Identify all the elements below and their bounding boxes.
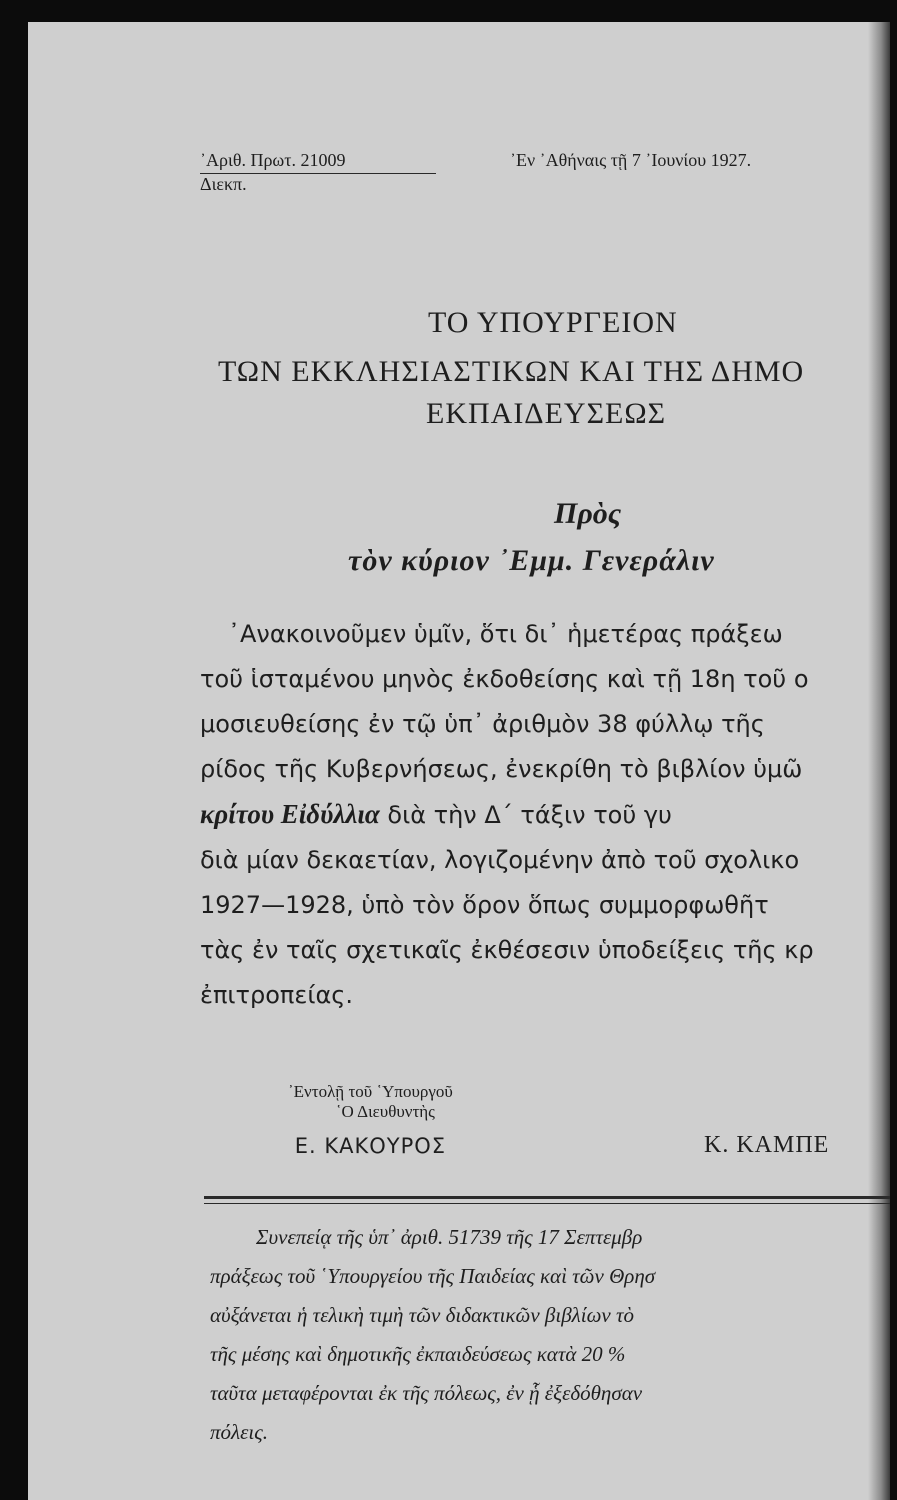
reference-block [200,150,436,195]
note-line: αὐξάνεται ἡ τελικὴ τιμὴ τῶν διδακτικῶν βιβλίων τὸ [210,1303,635,1327]
note-line: πράξεως τοῦ ῾Υπουργείου τῆς Παιδείας καὶ τῶν Θρησ [210,1264,656,1288]
body-line: ᾿Ανακοινοῦμεν ὑμῖν, ὅτι δι᾿ ἡμετέρας πράξεω [228,620,783,648]
note-line: ταῦτα μεταφέρονται ἐκ τῆς πόλεως, ἐν ᾗ ἐξεδόθησαν [210,1381,643,1405]
divider-thin [204,1203,890,1204]
body-line-rest: διὰ τὴν Δ΄ τάξιν τοῦ γυ [379,801,672,829]
salutation-to: Πρὸς [554,497,622,530]
right-signature-name: Κ. ΚΑΜΠΕ [704,1132,830,1158]
body-line: 1927—1928, ὑπὸ τὸν ὅρον ὅπως συμμορφωθῆτ [200,891,769,919]
body-line: τοῦ ἱσταμένου μηνὸς ἐκδοθείσης καὶ τῇ 18η τοῦ ο [200,665,809,693]
footnote [210,1218,890,1452]
signature-order: ᾿Εντολῇ τοῦ ῾Υπουργοῦ [288,1082,453,1101]
ministry-line-1: ΤΟ ΥΠΟΥΡΓΕΙΟΝ [428,306,678,339]
signature-title: ῾Ο Διευθυντὴς [335,1102,435,1121]
body-line: μοσιευθείσης ἐν τῷ ὑπ᾿ ἀριθμὸν 38 φύλλῳ τῆς [200,710,765,738]
book-title: κρίτου Εἰδύλλια [200,799,380,829]
reference-sub: Διεκπ. [200,174,247,194]
body-line: τὰς ἐν ταῖς σχετικαῖς ἐκθέσεσιν ὑποδείξεις τῆς κρ [200,936,814,964]
signature-block [288,1082,453,1158]
body-line: ἐπιτροπείας. [200,981,353,1009]
body-line: ρίδος τῆς Κυβερνήσεως, ἐνεκρίθη τὸ βιβλίον ὑμῶ [200,755,803,783]
divider-thick [204,1196,890,1199]
note-line: τῆς μέσης καὶ δημοτικῆς ἐκπαιδεύσεως κατὰ 20 % [210,1342,626,1366]
body-line: διὰ μίαν δεκαετίαν, λογιζομένην ἀπὸ τοῦ σχολικο [200,846,800,874]
note-line: Συνεπείᾳ τῆς ὑπ᾿ ἀριθ. 51739 τῆς 17 Σεπτεμβρ [256,1225,643,1249]
director-name: Ε. ΚΑΚΟΥΡΟΣ [294,1134,447,1158]
note-line: πόλεις. [210,1420,268,1444]
document-page [28,22,890,1500]
reference-number: ᾿Αριθ. Πρωτ. 21009 [200,150,436,174]
place-date: ᾿Εν ᾿Αθήναις τῇ 7 ᾿Ιουνίου 1927. [510,150,752,170]
ministry-line-2: ΤΩΝ ΕΚΚΛΗΣΙΑΣΤΙΚΩΝ ΚΑΙ ΤΗΣ ΔΗΜΟ [218,355,805,388]
ministry-line-3: ΕΚΠΑΙΔΕΥΣΕΩΣ [426,397,667,430]
addressee-name: τὸν κύριον ᾿Εμμ. Γενεράλιν [348,544,715,577]
letter-body [200,612,890,1018]
body-line [200,792,890,838]
